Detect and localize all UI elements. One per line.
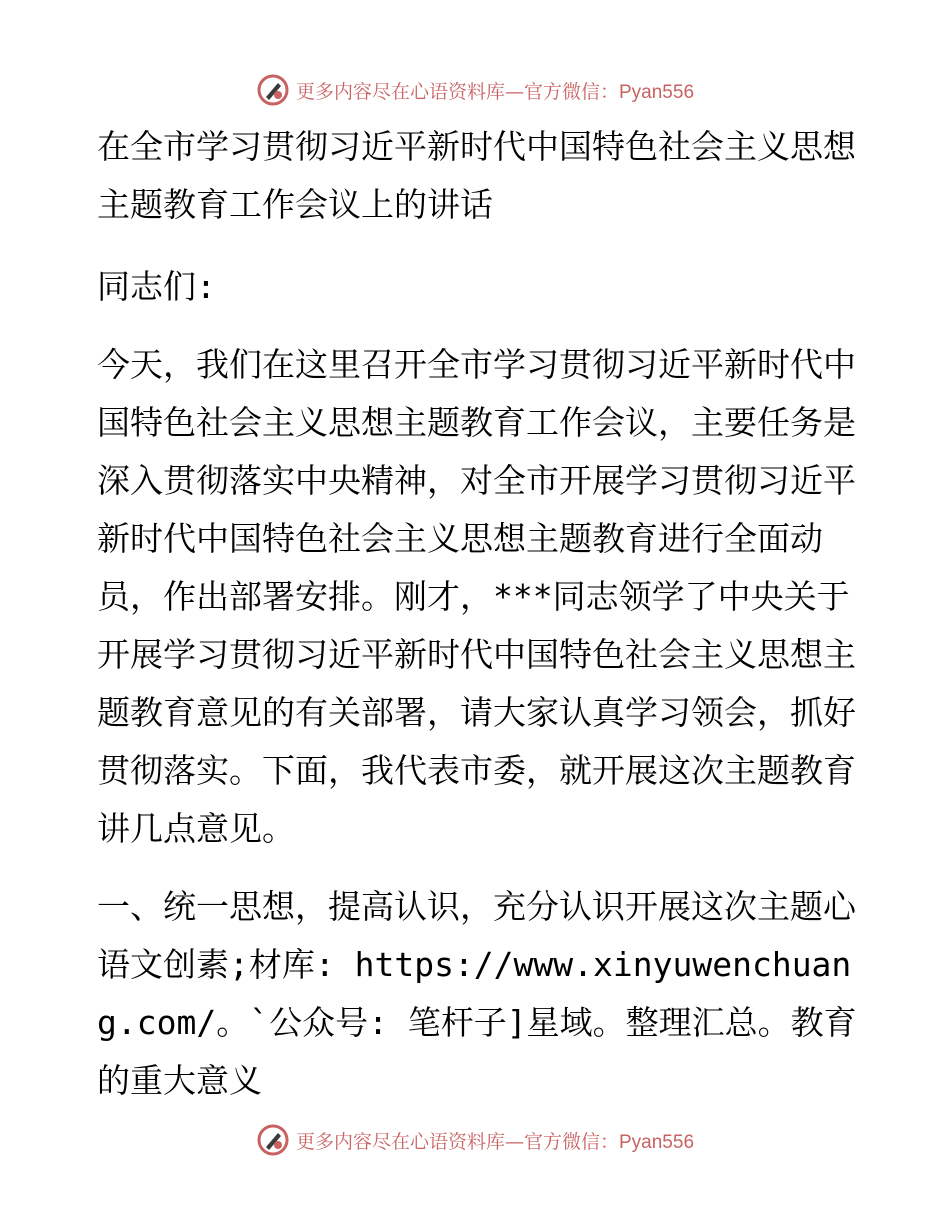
banner-official-text: 官方微信：: [523, 80, 619, 103]
banner-site-text: 更多内容尽在心语资料库: [295, 1130, 505, 1153]
banner-site-text: 更多内容尽在心语资料库: [295, 80, 505, 103]
banner-wechat-id: Pyan556: [619, 1131, 695, 1153]
banner-text: [296, 1127, 694, 1154]
banner-separator: —: [504, 80, 524, 103]
paragraph-opening: 今天，我们在这里召开全市学习贯彻习近平新时代中国特色社会主义思想主题教育工作会议，主要任务是深入贯彻落实中央精神，对全市开展学习贯彻习近平新时代中国特色社会主义思想主题教育进行全面动员，作出部署安排。刚才，***同志领学了中央关于开展学习贯彻习近平新时代中国特色社会主义思想主题教育意见的有关部署，请大家认真学习领会，抓好贯彻落实。下面，我代表市委，就开展这次主题教育讲几点意见。: [97, 345, 856, 848]
section-heading-1: 一、统一思想，提高认识，充分认识开展这次主题心语文创素;材库: https://www.xinyuwenchuang.com/。`公众号: 笔杆子]星域。整理汇总。教育的重大意义: [97, 887, 857, 1100]
banner-separator: —: [504, 1130, 524, 1153]
pen-logo-icon: [256, 73, 290, 107]
banner-official-text: 官方微信：: [523, 1130, 619, 1153]
header-banner: [0, 70, 950, 110]
footer-banner: [0, 1120, 950, 1160]
document-body: [97, 118, 857, 1110]
banner-text: [296, 77, 694, 104]
document-title: 在全市学习贯彻习近平新时代中国特色社会主义思想主题教育工作会议上的讲话: [97, 127, 856, 224]
banner-wechat-id: Pyan556: [619, 81, 695, 103]
salutation: 同志们:: [97, 267, 216, 306]
pen-logo-icon: [256, 1123, 290, 1157]
